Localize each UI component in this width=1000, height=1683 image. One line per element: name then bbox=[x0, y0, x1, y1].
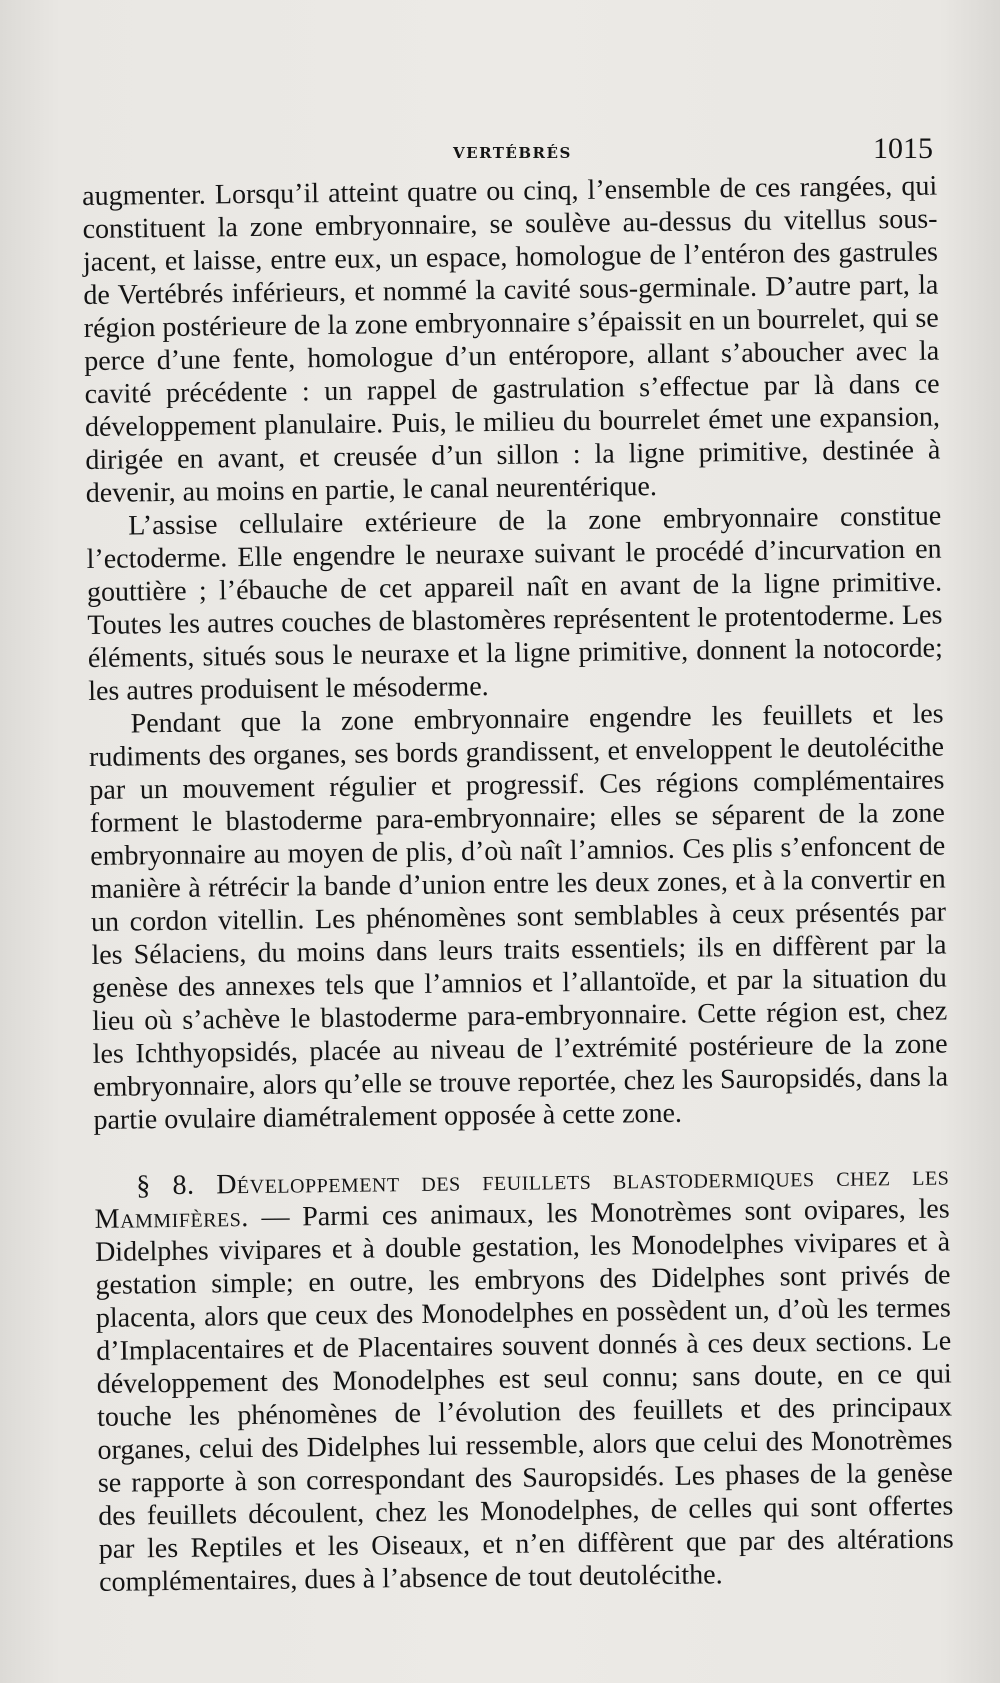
section-body: — Parmi ces animaux, les Monotrèmes sont ovipares, les Didelphes vivipares et à double gestation, les Monodelphes vivipares et à gestation simple; en outre, les embryons des Didelphes sont privés de placenta, alors que ceux des Monodelphes en possèdent un, d’où les termes d’Implacentaires et de Placentaires souvent donnés à ces deux sections. Le développement des Monodelphes est seul connu; sans doute, en ce qui touche les phénomènes de l’évolution des feuillets et des principaux organes, celui des Didelphes lui ressemble, alors que celui des Monotrèmes se rapporte à son correspondant des Sauropsidés. Les phases de la genèse des feuillets découlent, chez les Monodelphes, de celles qui sont offertes par les Reptiles et les Oiseaux, et n’en diffèrent que par des altérations complémentaires, dues à l’absence de tout deutolécithe. bbox=[94, 1193, 954, 1598]
paragraph-ectoderm: L’assise cellulaire extérieure de la zone embryonnaire constitue l’ectoderme. Elle engendre le neuraxe suivant le procédé d’incurvation en gouttière ; l’ébauche de cet appareil naît en avant de la ligne primitive. Toutes les autres couches de blastomères représentent le protentoderme. Les éléments, situés sous le neuraxe et la ligne primitive, donnent la notocorde; les autres produisent le mésoderme. bbox=[86, 500, 943, 707]
page-number: 1015 bbox=[873, 132, 933, 165]
body-text bbox=[82, 170, 954, 1599]
page-header bbox=[0, 130, 1000, 170]
section-paragraph bbox=[94, 1159, 954, 1598]
paragraph-continuation: augmenter. Lorsqu’il atteint quatre ou cinq, l’ensemble de ces rangées, qui constituent la zone embryonnaire, se soulève au-dessus du vitellus sous-jacent, et laisse, entre eux, un espace, homologue de l’entéron des gastrules de Vertébrés inférieurs, et nommé la cavité sous-germinale. D’autre part, la région postérieure de la zone embryonnaire s’épaissit en un bourrelet, qui se perce d’une fente, homologue d’un entéropore, allant s’aboucher avec la cavité précédente : un rappel de gastrulation s’effectue par là dans ce développement planulaire. Puis, le milieu du bourrelet émet une expansion, dirigée en avant, et creusée d’un sillon : la ligne primitive, destinée à devenir, au moins en partie, le canal neurentérique. bbox=[82, 170, 941, 509]
paragraph-blastoderm: Pendant que la zone embryonnaire engendre les feuillets et les rudiments des organes, ses bords grandissent, et enveloppent le deutolécithe par un mouvement régulier et progressif. Ces régions complémentaires forment le blastoderme para-embryonnaire; elles se séparent de la zone embryonnaire au moyen de plis, d’où naît l’amnios. Ces plis s’enfoncent de manière à rétrécir la bande d’union entre les deux zones, et à la convertir en un cordon vitellin. Les phénomènes sont semblables à ceux présentés par les Sélaciens, du moins dans leurs traits essentiels; ils en diffèrent par la genèse des annexes tels que l’amnios et l’allantoïde, et par la situation du lieu où s’achève le blastoderme para-embryonnaire. Cette région est, chez les Ichthyopsidés, placée au niveau de l’extrémité postérieure de la zone embryonnaire, alors qu’elle se trouve reportée, chez les Sauropsidés, dans la partie ovulaire diamétralement opposée à cette zone. bbox=[88, 698, 949, 1136]
section-title: § 8. Développement des feuillets blastodermiques chez les Mammifères. bbox=[94, 1160, 950, 1235]
running-head: VERTÉBRÉS bbox=[453, 144, 572, 162]
